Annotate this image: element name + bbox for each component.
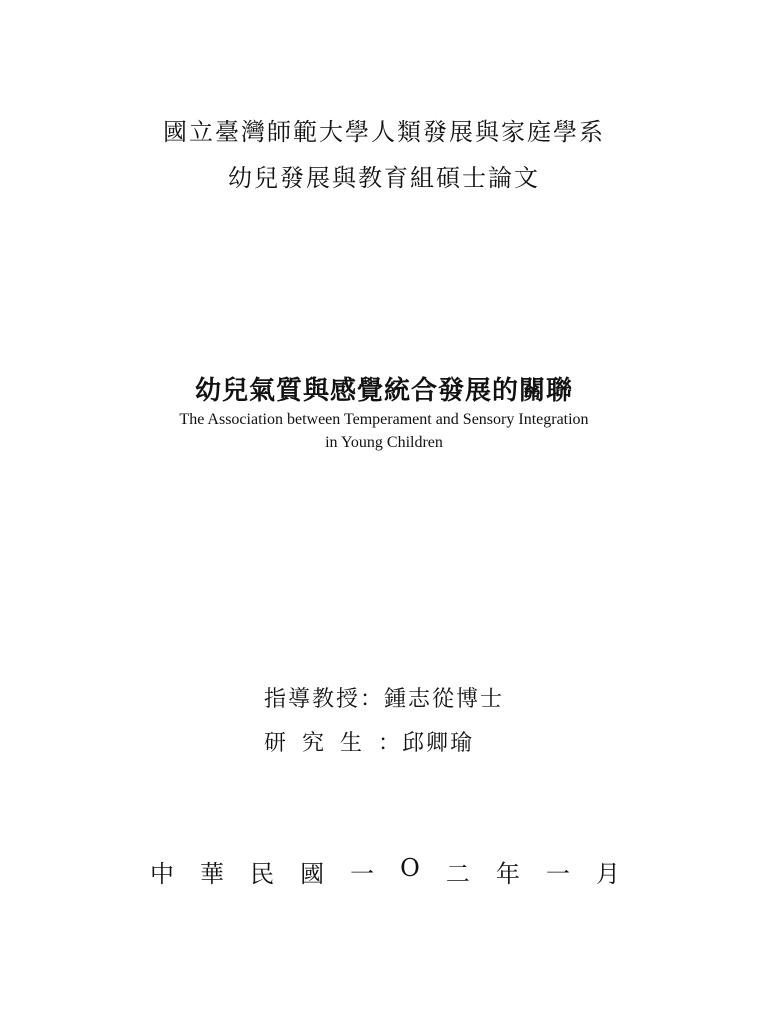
advisor-label: 指導教授 [264, 687, 361, 712]
advisor-name: 鍾志從博士 [384, 687, 505, 712]
date-line [150, 854, 620, 889]
thesis-title-english-line1: The Association between Temperament and Sensory Integration [179, 411, 589, 428]
thesis-title-english-line2: in Young Children [325, 434, 443, 451]
student-label: 研究生 [264, 731, 379, 756]
date-char: 華 [200, 860, 225, 888]
student-name: 邱卿瑜 [402, 731, 475, 756]
advisor-line [264, 682, 504, 713]
date-char: 一 [350, 860, 375, 888]
date-char: 一 [545, 860, 570, 888]
advisor-separator: ： [360, 687, 385, 712]
date-char: 月 [595, 860, 620, 888]
university-department-line: 國立臺灣師範大學人類發展與家庭學系 [163, 118, 605, 146]
date-char: 民 [250, 860, 275, 888]
date-char: 中 [150, 860, 174, 888]
date-char: 年 [495, 860, 520, 888]
student-line [264, 726, 474, 757]
student-separator: ： [378, 731, 403, 756]
date-char: 二 [445, 860, 470, 888]
program-thesis-line: 幼兒發展與教育組碩士論文 [228, 164, 540, 192]
date-char: 國 [300, 860, 325, 888]
date-char: Ο [400, 854, 420, 882]
thesis-title-chinese: 幼兒氣質與感覺統合發展的關聯 [194, 376, 573, 406]
